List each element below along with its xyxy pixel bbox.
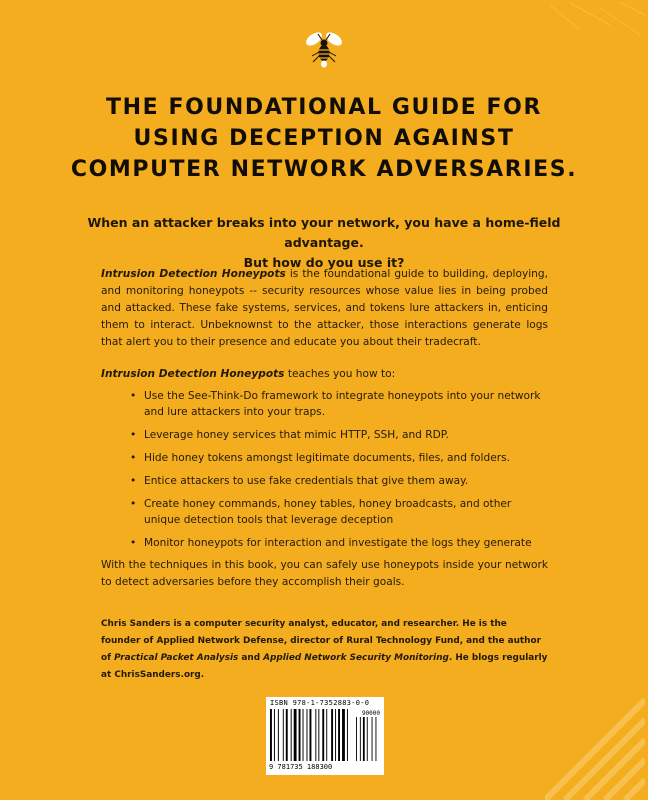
barcode-stripe (310, 709, 312, 761)
headline-line-1: THE FOUNDATIONAL GUIDE FOR (105, 95, 543, 120)
book-title: Intrusion Detection Honeypots (101, 268, 286, 280)
author-bio (101, 616, 548, 684)
list-item: • Use the See-Think-Do framework to integrate honeypots into your network and lure attackers into your traps. (130, 388, 550, 420)
corner-texture-icon (540, 0, 648, 45)
price-barcode-stripe (356, 717, 357, 761)
headline-line-2: USING DECEPTION AGAINST (133, 126, 515, 151)
list-item: • Entice attackers to use fake credentials that give them away. (130, 473, 550, 489)
price-barcode-stripe (372, 717, 373, 761)
book-title-2: Applied Network Security Monitoring (263, 653, 449, 663)
isbn-number: ISBN 978-1-7352883-0-0 (270, 699, 370, 707)
price-barcode-stripe (367, 717, 368, 761)
description-paragraph (101, 266, 548, 351)
price-barcode-stripe (376, 717, 377, 761)
barcode-stripe (342, 709, 345, 761)
barcode-stripe (291, 709, 292, 761)
barcode-stripe (338, 709, 340, 761)
book-title-1: Practical Packet Analysis (114, 653, 239, 663)
barcode-stripe (307, 709, 308, 761)
isbn-barcode (266, 697, 384, 775)
barcode-stripe (322, 709, 324, 761)
intro-line-1: When an attacker breaks into your network, you have a home-field advantage. (87, 215, 561, 250)
intro-line-2: But how do you use it? (243, 255, 405, 270)
barcode-stripe (274, 709, 275, 761)
price-barcode-stripe (360, 717, 361, 761)
bio-text-2: and (238, 653, 264, 663)
list-item: • Create honey commands, honey tables, honey broadcasts, and other unique detection tools that leverage deception (130, 496, 550, 528)
price-barcode-stripe (363, 717, 365, 761)
closing-paragraph: With the techniques in this book, you can safely use honeypots inside your network to detect adversaries before they accomplish their goals. (101, 559, 548, 588)
bio-text-3: . He blogs regularly at ChrisSanders.org. (101, 653, 548, 680)
bio-text-1: Chris Sanders is a computer security analyst, educator, and researcher. He is the founder of Applied Network Defense, director of Rural Technology Fund, and the author of (101, 619, 541, 663)
barcode-stripe (283, 709, 284, 761)
barcode-stripe (299, 709, 301, 761)
price-code: 90000 (361, 710, 380, 717)
barcode-stripe (347, 709, 348, 761)
list-item: • Hide honey tokens amongst legitimate documents, files, and folders. (130, 450, 550, 466)
barcode-stripe (326, 709, 327, 761)
teaches-text: teaches you how to: (284, 368, 396, 380)
ean-number: 9 781735 188300 (269, 763, 333, 771)
barcode-stripe (278, 709, 279, 761)
intro (60, 213, 588, 273)
list-item: • Leverage honey services that mimic HTTP, SSH, and RDP. (130, 427, 550, 443)
bullet-list (130, 388, 550, 558)
list-item: • Monitor honeypots for interaction and investigate the logs they generate (130, 535, 550, 551)
barcode-stripe (331, 709, 333, 761)
barcode-stripe (318, 709, 319, 761)
barcode-stripe (303, 709, 304, 761)
barcode-stripe (294, 709, 297, 761)
bee-logo-icon (302, 26, 346, 70)
headline-line-3: COMPUTER NETWORK ADVERSARIES. (70, 157, 578, 182)
teaches-paragraph (101, 366, 548, 383)
description-text: is the foundational guide to building, deploying, and monitoring honeypots -- security resources whose value lies in being probed and attacked. These fake systems, services, and tokens lure attackers in, enticing them to interact. Unbeknownst to the attacker, those interactions generate logs that alert you to their presence and educate you about their tradecraft. (101, 268, 548, 348)
book-title: Intrusion Detection Honeypots (101, 368, 285, 380)
barcode-stripe (335, 709, 336, 761)
diagonal-stripes-icon (545, 690, 645, 800)
barcode-stripe (270, 709, 272, 761)
headline (0, 92, 648, 185)
barcode-stripe (286, 709, 288, 761)
price-barcode-icon (356, 717, 380, 761)
barcode-stripe (315, 709, 316, 761)
